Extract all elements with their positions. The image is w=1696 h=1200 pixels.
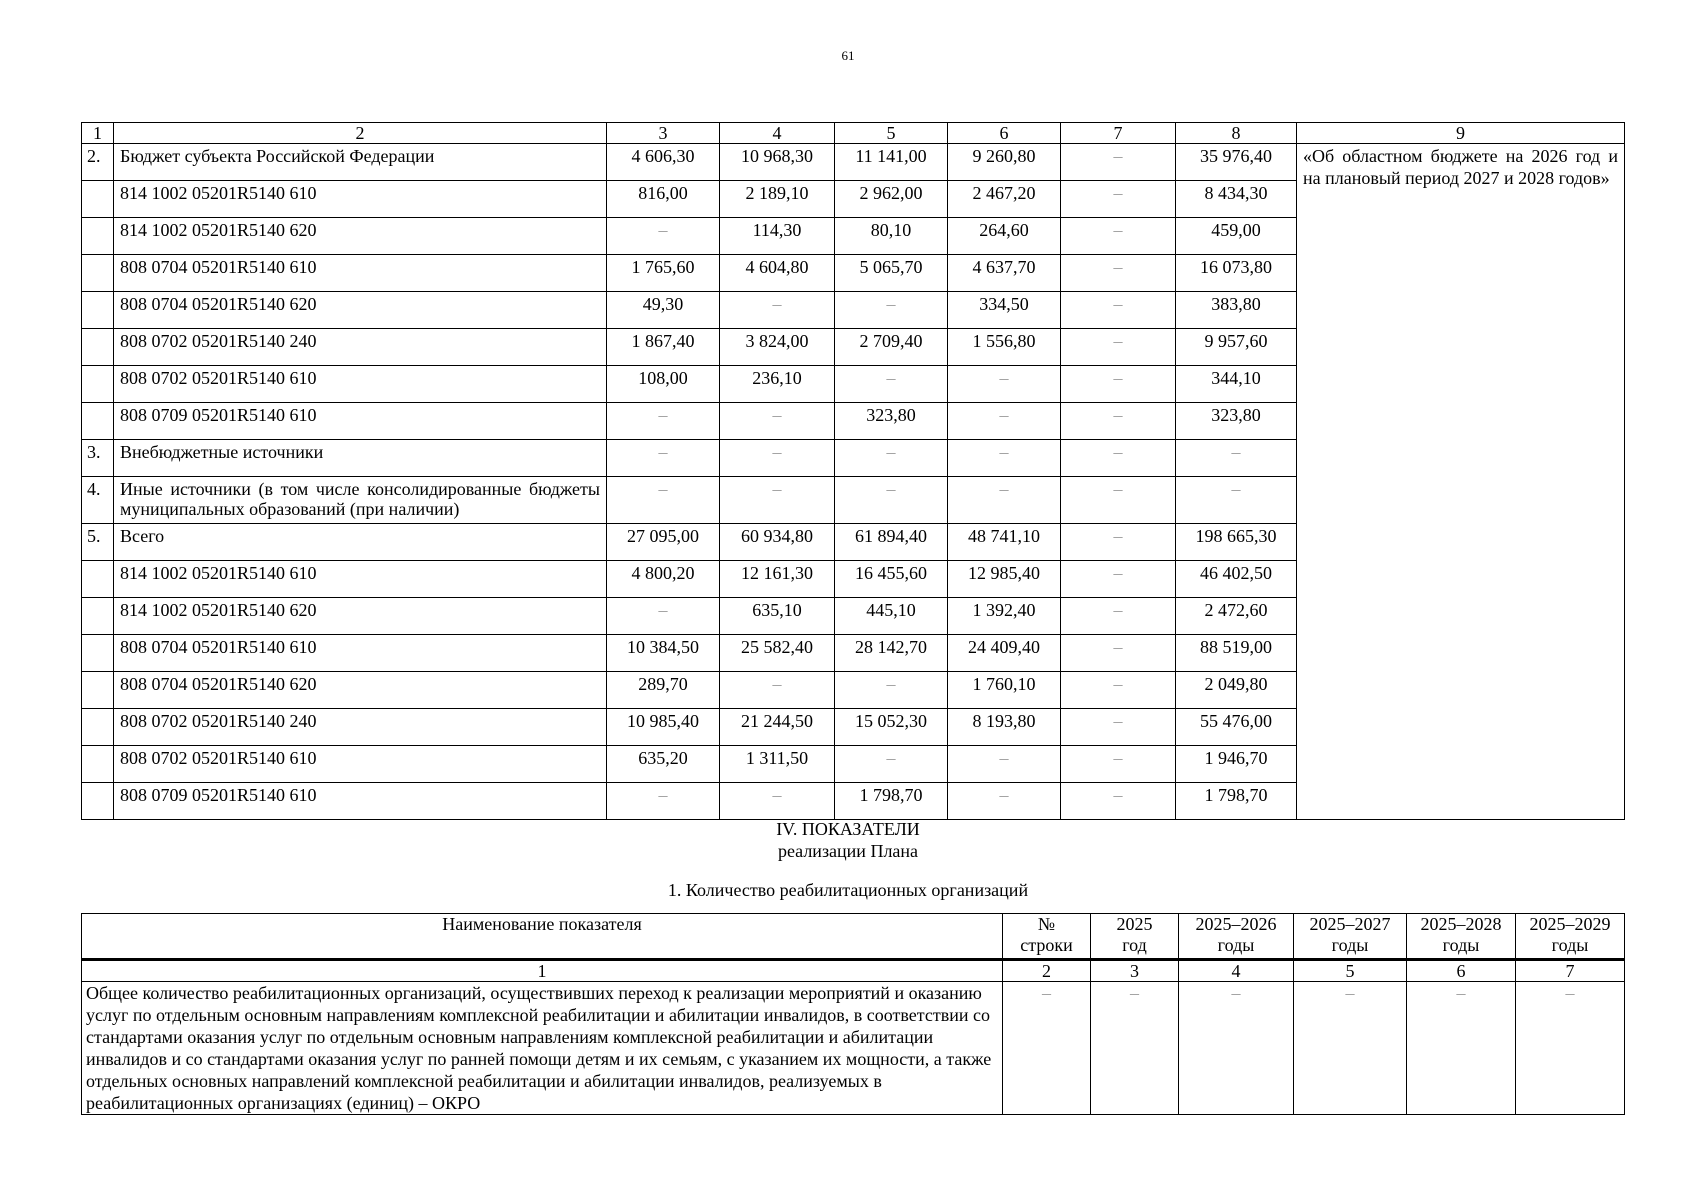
row-index (82, 672, 114, 709)
indicator-value: – (1003, 982, 1091, 1115)
indicator-value: – (1091, 982, 1179, 1115)
value-cell: 1 798,70 (1176, 783, 1297, 820)
column-number: 5 (835, 123, 948, 144)
value-cell: 334,50 (948, 292, 1061, 329)
value-cell: – (835, 366, 948, 403)
indicator-value: – (1294, 982, 1407, 1115)
value-cell: 4 606,30 (607, 144, 720, 181)
value-cell: – (948, 783, 1061, 820)
value-cell: 12 161,30 (720, 561, 835, 598)
value-cell: 445,10 (835, 598, 948, 635)
value-cell: 35 976,40 (1176, 144, 1297, 181)
indicators-table (81, 913, 1625, 1115)
row-label: 808 0704 05201R5140 610 (114, 635, 607, 672)
value-cell: 9 957,60 (1176, 329, 1297, 366)
value-cell: 198 665,30 (1176, 524, 1297, 561)
value-cell: – (835, 440, 948, 477)
column-number: 4 (720, 123, 835, 144)
page-number: 61 (841, 48, 855, 63)
value-cell: – (1061, 635, 1176, 672)
column-header-line1: 2025–2027 (1309, 914, 1391, 934)
value-cell: – (835, 746, 948, 783)
value-cell: 55 476,00 (1176, 709, 1297, 746)
indicator-value: – (1179, 982, 1294, 1115)
value-cell: – (948, 477, 1061, 524)
value-cell: 10 968,30 (720, 144, 835, 181)
value-cell: 344,10 (1176, 366, 1297, 403)
value-cell: 10 384,50 (607, 635, 720, 672)
value-cell: 383,80 (1176, 292, 1297, 329)
row-index (82, 292, 114, 329)
row-index (82, 218, 114, 255)
indicator-name: Общее количество реабилитационных организаций, осуществивших переход к реализации мероприятий и оказанию услуг по отдельным основным направлениям комплексной реабилитации и абилитации инвалидов, в соответствии со стандартами оказания услуг по отдельным основным направлениям комплексной реабилитации и абилитации инвалидов и со стандартами оказания услуг по ранней помощи детям и их семьям, с указанием их мощности, а также отдельных основных направлений комплексной реабилитации и абилитации инвалидов, реализуемых в реабилитационных организациях (единиц) – ОКРО (82, 982, 1003, 1115)
column-header (1003, 914, 1091, 960)
row-index (82, 561, 114, 598)
row-index (82, 635, 114, 672)
value-cell: – (607, 598, 720, 635)
value-cell: – (835, 477, 948, 524)
column-header-line2: год (1122, 935, 1147, 955)
value-cell: 80,10 (835, 218, 948, 255)
row-label: 808 0704 05201R5140 620 (114, 292, 607, 329)
value-cell: 264,60 (948, 218, 1061, 255)
value-cell: 459,00 (1176, 218, 1297, 255)
law-reference-note: «Об областном бюджете на 2026 год и на плановый период 2027 и 2028 годов» (1297, 144, 1625, 820)
row-index (82, 366, 114, 403)
column-number: 1 (82, 123, 114, 144)
column-number: 3 (1091, 960, 1179, 982)
value-cell: – (607, 477, 720, 524)
value-cell: 4 637,70 (948, 255, 1061, 292)
column-header (82, 914, 1003, 960)
value-cell: – (835, 292, 948, 329)
column-header-line2: годы (1442, 935, 1480, 955)
value-cell: 114,30 (720, 218, 835, 255)
value-cell: – (1061, 709, 1176, 746)
value-cell: – (1061, 255, 1176, 292)
row-index: 3. (82, 440, 114, 477)
value-cell: 108,00 (607, 366, 720, 403)
row-index (82, 329, 114, 366)
value-cell: 1 556,80 (948, 329, 1061, 366)
row-label: 808 0702 05201R5140 610 (114, 746, 607, 783)
column-header (1407, 914, 1516, 960)
row-label: 808 0702 05201R5140 240 (114, 709, 607, 746)
table-row (82, 982, 1625, 1115)
value-cell: – (607, 403, 720, 440)
value-cell: – (948, 440, 1061, 477)
value-cell: – (1176, 477, 1297, 524)
value-cell: 8 434,30 (1176, 181, 1297, 218)
value-cell: 16 455,60 (835, 561, 948, 598)
row-label: 808 0702 05201R5140 240 (114, 329, 607, 366)
value-cell: – (1061, 403, 1176, 440)
value-cell: 12 985,40 (948, 561, 1061, 598)
indicator-value: – (1407, 982, 1516, 1115)
value-cell: – (1061, 477, 1176, 524)
value-cell: 11 141,00 (835, 144, 948, 181)
value-cell: – (835, 672, 948, 709)
value-cell: 1 798,70 (835, 783, 948, 820)
row-label: 808 0704 05201R5140 620 (114, 672, 607, 709)
value-cell: 9 260,80 (948, 144, 1061, 181)
value-cell: 10 985,40 (607, 709, 720, 746)
value-cell: 1 760,10 (948, 672, 1061, 709)
column-header (1179, 914, 1294, 960)
value-cell: – (720, 292, 835, 329)
row-label: 814 1002 05201R5140 620 (114, 218, 607, 255)
value-cell: – (607, 440, 720, 477)
value-cell: 2 049,80 (1176, 672, 1297, 709)
row-index (82, 598, 114, 635)
value-cell: 816,00 (607, 181, 720, 218)
column-number: 6 (948, 123, 1061, 144)
row-index (82, 709, 114, 746)
column-header (1091, 914, 1179, 960)
value-cell: 4 604,80 (720, 255, 835, 292)
value-cell: – (1061, 746, 1176, 783)
value-cell: 5 065,70 (835, 255, 948, 292)
row-index (82, 783, 114, 820)
row-index: 5. (82, 524, 114, 561)
value-cell: 27 095,00 (607, 524, 720, 561)
finance-table (81, 122, 1625, 820)
value-cell: 24 409,40 (948, 635, 1061, 672)
value-cell: – (607, 783, 720, 820)
row-label: Иные источники (в том числе консолидированные бюджеты муниципальных образований (при наличии) (114, 477, 607, 524)
value-cell: 635,20 (607, 746, 720, 783)
row-label: 808 0704 05201R5140 610 (114, 255, 607, 292)
column-number: 1 (82, 960, 1003, 982)
column-header-line1: № (1037, 914, 1056, 934)
column-header-line1: 2025–2029 (1529, 914, 1611, 934)
value-cell: – (1061, 440, 1176, 477)
column-number: 8 (1176, 123, 1297, 144)
value-cell: 2 709,40 (835, 329, 948, 366)
value-cell: – (1061, 598, 1176, 635)
value-cell: – (1061, 561, 1176, 598)
value-cell: 15 052,30 (835, 709, 948, 746)
value-cell: – (1061, 672, 1176, 709)
value-cell: 236,10 (720, 366, 835, 403)
column-header-line2: годы (1217, 935, 1255, 955)
value-cell: 4 800,20 (607, 561, 720, 598)
value-cell: 60 934,80 (720, 524, 835, 561)
value-cell: – (1061, 218, 1176, 255)
header-row (82, 914, 1625, 960)
value-cell: – (1176, 440, 1297, 477)
value-cell: – (1061, 144, 1176, 181)
value-cell: 1 311,50 (720, 746, 835, 783)
value-cell: 289,70 (607, 672, 720, 709)
column-number: 7 (1061, 123, 1176, 144)
column-number: 2 (114, 123, 607, 144)
value-cell: – (948, 366, 1061, 403)
row-index (82, 255, 114, 292)
row-index (82, 403, 114, 440)
value-cell: 635,10 (720, 598, 835, 635)
value-cell: 88 519,00 (1176, 635, 1297, 672)
column-header (1516, 914, 1625, 960)
column-number: 2 (1003, 960, 1091, 982)
column-header-line1: 2025 (1116, 914, 1153, 934)
value-cell: – (720, 672, 835, 709)
row-label: Бюджет субъекта Российской Федерации (114, 144, 607, 181)
column-number: 7 (1516, 960, 1625, 982)
column-header (1294, 914, 1407, 960)
value-cell: – (607, 218, 720, 255)
row-label: 808 0709 05201R5140 610 (114, 403, 607, 440)
section-subheading: реализации Плана (777, 841, 919, 861)
column-header-line2: годы (1551, 935, 1589, 955)
column-number: 9 (1297, 123, 1625, 144)
row-index (82, 746, 114, 783)
value-cell: 28 142,70 (835, 635, 948, 672)
value-cell: – (720, 477, 835, 524)
value-cell: – (1061, 181, 1176, 218)
value-cell: – (720, 783, 835, 820)
column-numbers-row (82, 960, 1625, 982)
value-cell: 16 073,80 (1176, 255, 1297, 292)
value-cell: 49,30 (607, 292, 720, 329)
row-label: Всего (114, 524, 607, 561)
row-label: 814 1002 05201R5140 610 (114, 561, 607, 598)
value-cell: 3 824,00 (720, 329, 835, 366)
column-header-line2: строки (1020, 935, 1073, 955)
column-numbers-row (82, 123, 1625, 144)
value-cell: – (1061, 524, 1176, 561)
value-cell: 8 193,80 (948, 709, 1061, 746)
row-index (82, 181, 114, 218)
column-header-line1: 2025–2028 (1420, 914, 1502, 934)
row-index: 4. (82, 477, 114, 524)
row-label: 808 0709 05201R5140 610 (114, 783, 607, 820)
value-cell: 2 467,20 (948, 181, 1061, 218)
value-cell: – (720, 403, 835, 440)
value-cell: 25 582,40 (720, 635, 835, 672)
value-cell: 61 894,40 (835, 524, 948, 561)
row-label: 808 0702 05201R5140 610 (114, 366, 607, 403)
row-label: 814 1002 05201R5140 620 (114, 598, 607, 635)
section-heading: IV. ПОКАЗАТЕЛИ (776, 819, 920, 839)
value-cell: 323,80 (835, 403, 948, 440)
column-header-line2: годы (1331, 935, 1369, 955)
value-cell: 1 946,70 (1176, 746, 1297, 783)
value-cell: 48 741,10 (948, 524, 1061, 561)
value-cell: – (1061, 783, 1176, 820)
column-header-line1: 2025–2026 (1195, 914, 1277, 934)
table-row (82, 144, 1625, 181)
value-cell: – (948, 403, 1061, 440)
row-label: Внебюджетные источники (114, 440, 607, 477)
value-cell: – (1061, 329, 1176, 366)
value-cell: 323,80 (1176, 403, 1297, 440)
row-label: 814 1002 05201R5140 610 (114, 181, 607, 218)
value-cell: 1 392,40 (948, 598, 1061, 635)
value-cell: 2 962,00 (835, 181, 948, 218)
column-number: 5 (1294, 960, 1407, 982)
value-cell: – (720, 440, 835, 477)
value-cell: 1 867,40 (607, 329, 720, 366)
value-cell: 2 189,10 (720, 181, 835, 218)
column-number: 3 (607, 123, 720, 144)
column-header-line1: Наименование показателя (442, 914, 642, 934)
column-number: 4 (1179, 960, 1294, 982)
value-cell: 46 402,50 (1176, 561, 1297, 598)
value-cell: 21 244,50 (720, 709, 835, 746)
indicator-value: – (1516, 982, 1625, 1115)
value-cell: 1 765,60 (607, 255, 720, 292)
value-cell: – (1061, 292, 1176, 329)
row-index: 2. (82, 144, 114, 181)
value-cell: 2 472,60 (1176, 598, 1297, 635)
subsection-title: 1. Количество реабилитационных организаций (667, 880, 1029, 900)
value-cell: – (948, 746, 1061, 783)
column-number: 6 (1407, 960, 1516, 982)
value-cell: – (1061, 366, 1176, 403)
